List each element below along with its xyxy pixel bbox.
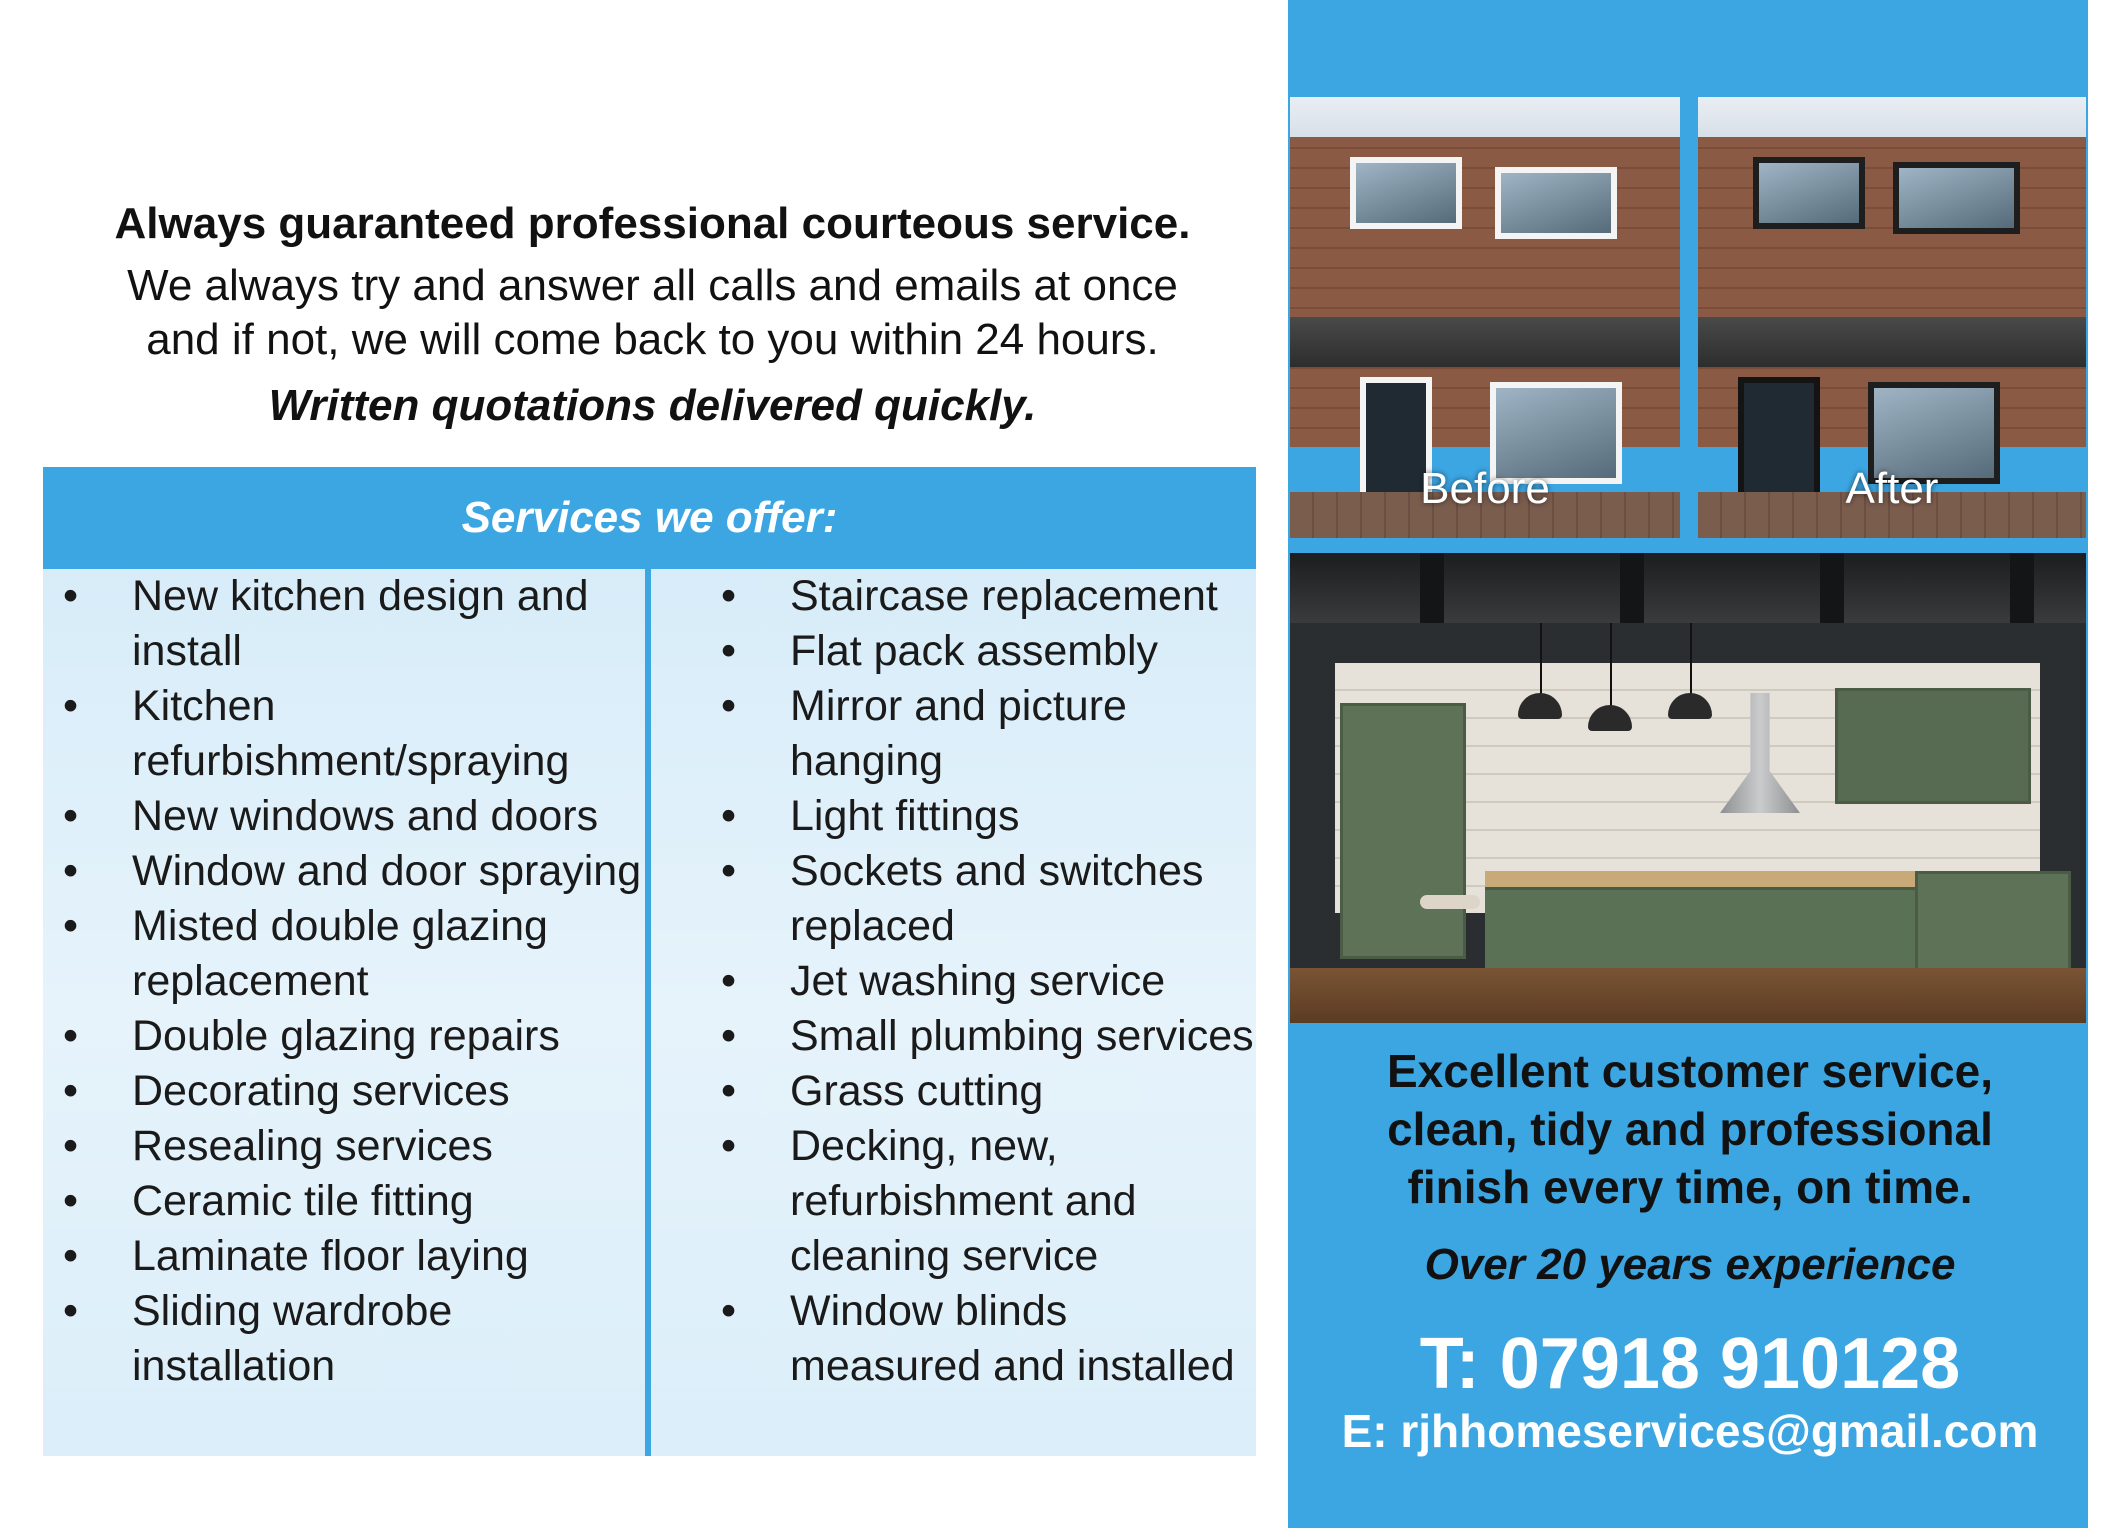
service-item <box>658 1284 1256 1394</box>
bullet-icon: • <box>721 682 737 730</box>
service-item <box>43 679 643 789</box>
service-item <box>658 624 1256 679</box>
guarantee-heading: Always guaranteed professional courteous service. <box>114 199 1191 248</box>
service-item <box>658 679 1256 789</box>
bullet-icon: • <box>63 572 79 620</box>
service-item <box>43 1064 643 1119</box>
service-item <box>658 789 1256 844</box>
service-item <box>43 1174 643 1229</box>
response-line-1: We always try and answer all calls and emails at once <box>127 261 1178 310</box>
services-left-list <box>43 569 643 1394</box>
bullet-icon: • <box>63 682 79 730</box>
services-left-column <box>43 569 643 1394</box>
service-item <box>43 1229 643 1284</box>
service-item <box>658 1064 1256 1119</box>
tagline-line-2: clean, tidy and professional <box>1387 1103 1993 1155</box>
service-item <box>658 1009 1256 1064</box>
service-label: Window and door spraying <box>132 847 642 895</box>
bullet-icon: • <box>63 792 79 840</box>
bullet-icon: • <box>721 627 737 675</box>
service-label: Decorating services <box>132 1067 510 1115</box>
tagline-line-1: Excellent customer service, <box>1387 1045 1993 1097</box>
service-item <box>43 1009 643 1064</box>
service-label: Double glazing repairs <box>132 1012 560 1060</box>
service-label: Ceramic tile fitting <box>132 1177 474 1225</box>
bullet-icon: • <box>721 957 737 1005</box>
bullet-icon: • <box>721 792 737 840</box>
bullet-icon: • <box>63 1012 79 1060</box>
services-box <box>43 467 1256 1456</box>
intro-block <box>40 195 1265 435</box>
bullet-icon: • <box>63 1177 79 1225</box>
service-label: New kitchen design and install <box>132 572 589 675</box>
bullet-icon: • <box>63 902 79 950</box>
bullet-icon: • <box>721 1012 737 1060</box>
services-right-column <box>658 569 1256 1394</box>
bullet-icon: • <box>721 1122 737 1170</box>
after-label: After <box>1845 464 1939 513</box>
kitchen-photo <box>1290 553 2086 1023</box>
service-item <box>658 569 1256 624</box>
service-item <box>43 844 643 899</box>
bullet-icon: • <box>63 1122 79 1170</box>
service-label: Jet washing service <box>790 957 1166 1005</box>
before-photo <box>1290 97 1680 538</box>
services-heading: Services we offer: <box>43 467 1256 569</box>
before-label: Before <box>1420 464 1550 513</box>
service-label: Decking, new, refurbishment and cleaning service <box>790 1122 1137 1280</box>
service-item <box>43 1284 643 1394</box>
quotations-line: Written quotations delivered quickly. <box>268 381 1037 430</box>
phone-number[interactable]: T: 07918 910128 <box>1419 1324 1961 1404</box>
service-label: Misted double glazing replacement <box>132 902 548 1005</box>
service-item <box>43 1119 643 1174</box>
experience-line: Over 20 years experience <box>1424 1240 1956 1289</box>
services-divider <box>645 569 651 1456</box>
service-item <box>43 899 643 1009</box>
bullet-icon: • <box>721 572 737 620</box>
service-label: Flat pack assembly <box>790 627 1159 675</box>
service-label: Grass cutting <box>790 1067 1044 1115</box>
service-item <box>43 569 643 679</box>
service-item <box>43 789 643 844</box>
service-label: Window blinds measured and installed <box>790 1287 1235 1390</box>
bullet-icon: • <box>63 1287 79 1335</box>
services-right-list <box>658 569 1256 1394</box>
bullet-icon: • <box>721 1067 737 1115</box>
bullet-icon: • <box>63 1232 79 1280</box>
service-label: Staircase replacement <box>790 572 1218 620</box>
service-label: Light fittings <box>790 792 1020 840</box>
email-address[interactable]: E: rjhhomeservices@gmail.com <box>1341 1405 2039 1457</box>
tagline-line-3: finish every time, on time. <box>1407 1161 1973 1213</box>
service-label: Resealing services <box>132 1122 493 1170</box>
service-label: Sliding wardrobe installation <box>132 1287 453 1390</box>
service-label: Sockets and switches replaced <box>790 847 1204 950</box>
tagline <box>1300 1042 2080 1216</box>
service-item <box>658 954 1256 1009</box>
service-item <box>658 844 1256 954</box>
service-item <box>658 1119 1256 1284</box>
after-photo <box>1698 97 2086 538</box>
bullet-icon: • <box>63 847 79 895</box>
service-label: Mirror and picture hanging <box>790 682 1127 785</box>
bullet-icon: • <box>721 847 737 895</box>
response-line-2: and if not, we will come back to you within 24 hours. <box>146 315 1159 364</box>
bullet-icon: • <box>721 1287 737 1335</box>
service-label: Small plumbing services <box>790 1012 1254 1060</box>
service-label: New windows and doors <box>132 792 599 840</box>
bullet-icon: • <box>63 1067 79 1115</box>
service-label: Laminate floor laying <box>132 1232 529 1280</box>
service-label: Kitchen refurbishment/spraying <box>132 682 570 785</box>
